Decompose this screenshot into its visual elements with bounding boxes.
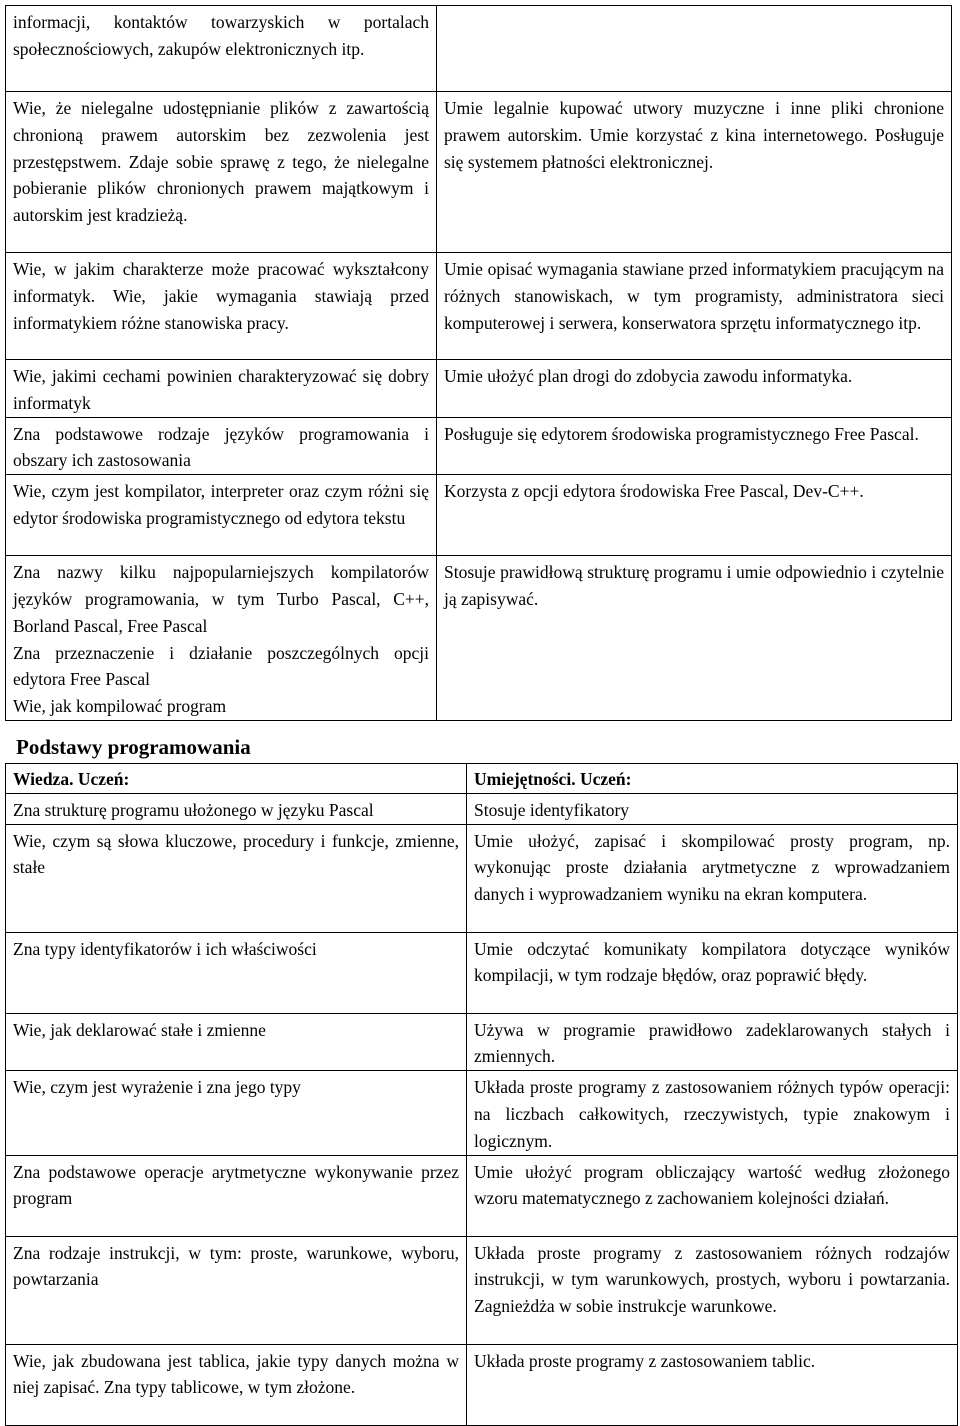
table-row	[6, 6, 952, 92]
knowledge-cell: Zna typy identyfikatorów i ich właściwości	[6, 932, 467, 1013]
knowledge-cell: Zna podstawowe operacje arytmetyczne wykonywanie przez program	[6, 1155, 467, 1236]
table-row	[6, 1071, 958, 1155]
knowledge-cell: informacji, kontaktów towarzyskich w portalach społecznościowych, zakupów elektronicznych itp.	[6, 6, 437, 92]
skills-cell: Umie ułożyć, zapisać i skompilować prosty program, np. wykonując proste działania arytmetyczne z wprowadzaniem danych i wyprowadzaniem wyniku na ekran komputera.	[467, 824, 958, 932]
knowledge-cell: Wie, czym jest wyrażenie i zna jego typy	[6, 1071, 467, 1155]
knowledge-cell: Zna rodzaje instrukcji, w tym: proste, warunkowe, wyboru, powtarzania	[6, 1236, 467, 1344]
table-row	[6, 1013, 958, 1071]
knowledge-cell: Wie, jakimi cechami powinien charakteryzować się dobry informatyk	[6, 360, 437, 418]
skills-cell: Posługuje się edytorem środowiska programistycznego Free Pascal.	[437, 417, 952, 475]
skills-cell: Stosuje identyfikatory	[467, 793, 958, 824]
table-row	[6, 1236, 958, 1344]
table-row	[6, 1155, 958, 1236]
knowledge-cell: Wie, jak zbudowana jest tablica, jakie typy danych można w niej zapisać. Zna typy tablicowe, w tym złożone.	[6, 1344, 467, 1425]
table-row	[6, 556, 952, 721]
knowledge-cell: Wie, że nielegalne udostępnianie plików z zawartością chronioną prawem autorskim bez zezwolenia jest przestępstwem. Zdaje sobie sprawę z tego, że nielegalne pobieranie plików chronionych prawem majątkowym i autorskim jest kradzieżą.	[6, 92, 437, 253]
table-row	[6, 932, 958, 1013]
skills-header: Umiejętności. Uczeń:	[467, 764, 958, 794]
table-row	[6, 417, 952, 475]
table-row	[6, 824, 958, 932]
skills-cell: Układa proste programy z zastosowaniem tablic.	[467, 1344, 958, 1425]
competency-table-2	[5, 763, 958, 1426]
knowledge-header: Wiedza. Uczeń:	[6, 764, 467, 794]
skills-cell: Stosuje prawidłową strukturę programu i umie odpowiednio i czytelnie ją zapisywać.	[437, 556, 952, 721]
knowledge-cell: Wie, w jakim charakterze może pracować wykształcony informatyk. Wie, jakie wymagania stawiają przed informatykiem różne stanowiska pracy.	[6, 253, 437, 360]
skills-cell: Umie legalnie kupować utwory muzyczne i inne pliki chronione prawem autorskim. Umie korzystać z kina internetowego. Posługuje się systemem płatności elektronicznej.	[437, 92, 952, 253]
skills-cell	[437, 6, 952, 92]
table-row	[6, 793, 958, 824]
skills-cell: Korzysta z opcji edytora środowiska Free Pascal, Dev-C++.	[437, 475, 952, 556]
skills-cell: Umie opisać wymagania stawiane przed informatykiem pracującym na różnych stanowiskach, w tym programisty, administratora sieci komputerowej i serwera, konserwatora sprzętu informatycznego itp.	[437, 253, 952, 360]
skills-cell: Używa w programie prawidłowo zadeklarowanych stałych i zmiennych.	[467, 1013, 958, 1071]
table-row	[6, 1344, 958, 1425]
table-row	[6, 253, 952, 360]
skills-cell: Umie ułożyć program obliczający wartość według złożonego wzoru matematycznego z zachowaniem kolejności działań.	[467, 1155, 958, 1236]
skills-cell: Umie odczytać komunikaty kompilatora dotyczące wyników kompilacji, w tym rodzaje błędów, oraz poprawić błędy.	[467, 932, 958, 1013]
table-row	[6, 92, 952, 253]
knowledge-cell: Zna podstawowe rodzaje języków programowania i obszary ich zastosowania	[6, 417, 437, 475]
table-row	[6, 475, 952, 556]
knowledge-cell: Wie, jak deklarować stałe i zmienne	[6, 1013, 467, 1071]
skills-cell: Układa proste programy z zastosowaniem różnych rodzajów instrukcji, w tym warunkowych, prostych, wyboru i powtarzania. Zagnieżdża w sobie instrukcje warunkowe.	[467, 1236, 958, 1344]
knowledge-cell: Zna nazwy kilku najpopularniejszych kompilatorów języków programowania, w tym Turbo Pascal, C++, Borland Pascal, Free Pascal Zna przeznaczenie i działanie poszczególnych opcji edytora Free Pascal Wie, jak kompilować program	[6, 556, 437, 721]
knowledge-cell: Wie, czym jest kompilator, interpreter oraz czym różni się edytor środowiska programistycznego od edytora tekstu	[6, 475, 437, 556]
knowledge-cell: Zna strukturę programu ułożonego w języku Pascal	[6, 793, 467, 824]
table-header-row	[6, 764, 958, 794]
table-row	[6, 360, 952, 418]
knowledge-cell: Wie, czym są słowa kluczowe, procedury i funkcje, zmienne, stałe	[6, 824, 467, 932]
skills-cell: Układa proste programy z zastosowaniem różnych typów operacji: na liczbach całkowitych, rzeczywistych, typie znakowym i logicznym.	[467, 1071, 958, 1155]
section-title: Podstawy programowania	[16, 735, 251, 759]
skills-cell: Umie ułożyć plan drogi do zdobycia zawodu informatyka.	[437, 360, 952, 418]
competency-table-1	[5, 5, 952, 721]
